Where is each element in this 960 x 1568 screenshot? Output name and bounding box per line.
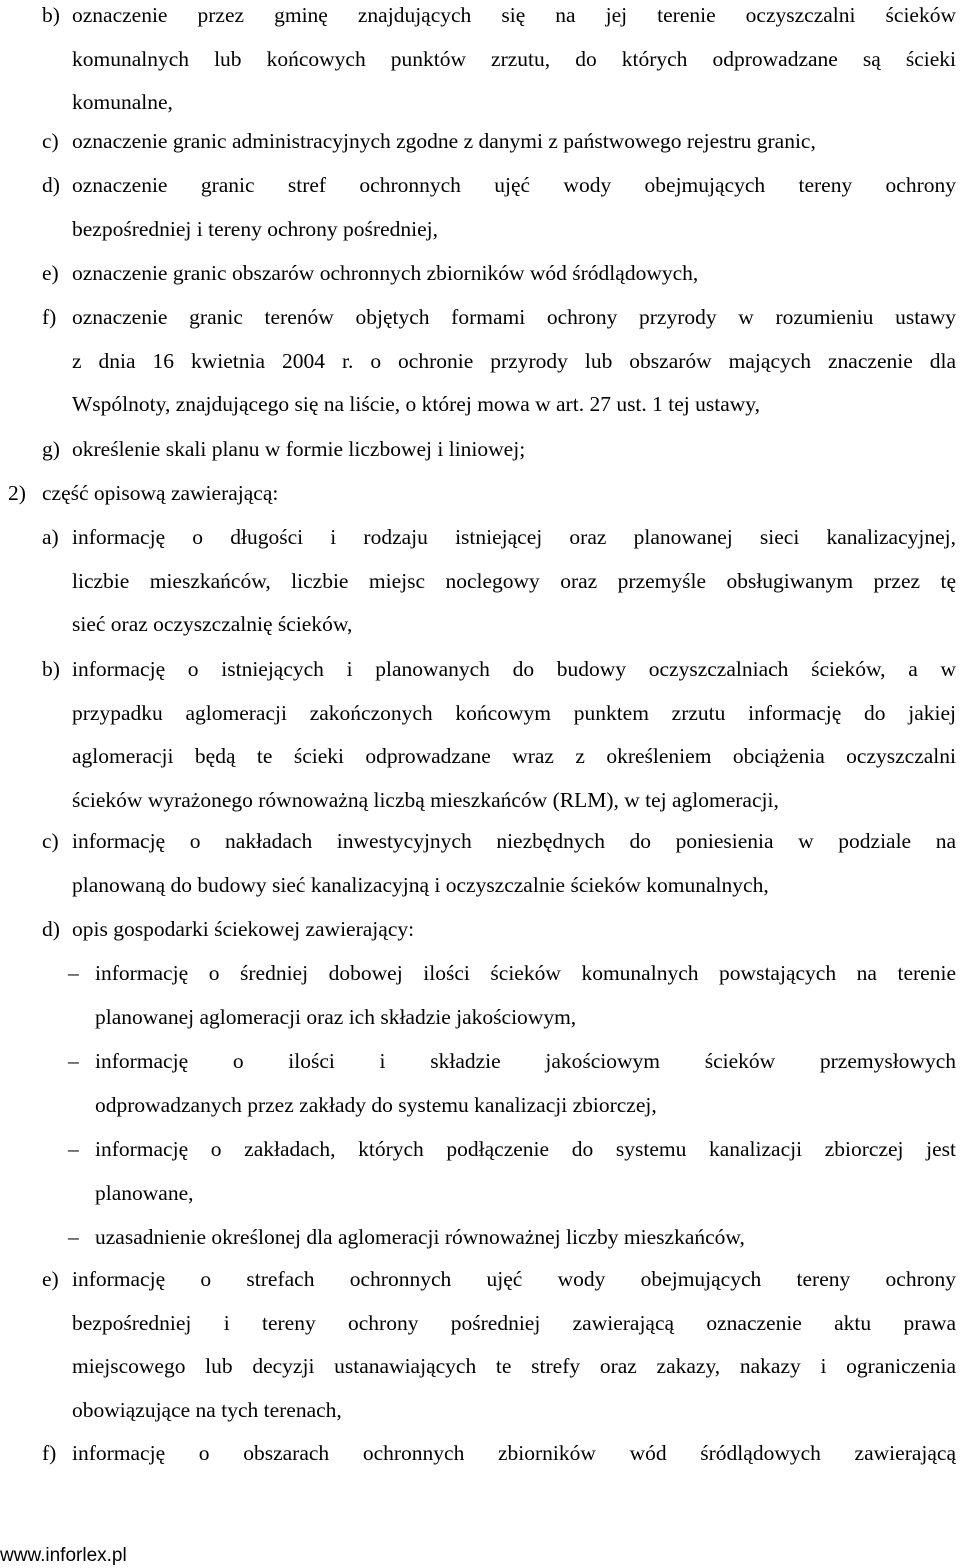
text-line bbox=[0, 958, 960, 988]
list-item-text: informację o nakładach inwestycyjnych niezbędnych do poniesienia w podziale na bbox=[72, 829, 956, 853]
list-item-text: komunalne, bbox=[72, 90, 173, 114]
list-item-text: Wspólnoty, znajdującego się na liście, o której mowa w art. 27 ust. 1 tej ustawy, bbox=[72, 392, 761, 416]
text-line bbox=[0, 1134, 960, 1164]
text-line bbox=[0, 214, 960, 244]
list-item-text: określenie skali planu w formie liczbowej i liniowej; bbox=[72, 437, 526, 461]
list-item-text: informację o obszarach ochronnych zbiorników wód śródlądowych zawierającą bbox=[72, 1441, 956, 1465]
list-marker: 2) bbox=[8, 481, 26, 505]
list-item-text: informację o strefach ochronnych ujęć wody obejmujących tereny ochrony bbox=[72, 1267, 956, 1291]
list-item-text: obowiązujące na tych terenach, bbox=[72, 1398, 342, 1422]
list-marker: c) bbox=[42, 129, 59, 153]
list-marker: b) bbox=[42, 3, 60, 27]
list-item-text: informację o istniejących i planowanych do budowy oczyszczalniach ścieków, a w bbox=[72, 657, 956, 681]
footer-url: www.inforlex.pl bbox=[0, 1545, 127, 1566]
text-line bbox=[0, 126, 960, 156]
list-item-text: oznaczenie granic administracyjnych zgodne z danymi z państwowego rejestru granic, bbox=[72, 129, 816, 153]
text-line bbox=[0, 1178, 960, 1208]
list-item-text: część opisową zawierającą: bbox=[42, 481, 279, 505]
text-line bbox=[0, 566, 960, 596]
text-line bbox=[0, 258, 960, 288]
list-item-text: planowanej aglomeracji oraz ich składzie jakościowym, bbox=[95, 1005, 577, 1029]
list-marker: g) bbox=[42, 437, 60, 461]
list-item-text: planowane, bbox=[95, 1181, 194, 1205]
text-line bbox=[0, 914, 960, 944]
text-line bbox=[0, 1351, 960, 1381]
text-line bbox=[0, 1308, 960, 1338]
list-item-text: z dnia 16 kwietnia 2004 r. o ochronie przyrody lub obszarów mających znaczenie dla bbox=[72, 349, 956, 373]
list-marker: d) bbox=[42, 917, 60, 941]
list-marker: e) bbox=[42, 1267, 59, 1291]
text-line bbox=[0, 1395, 960, 1425]
text-line bbox=[0, 522, 960, 552]
list-item-text: bezpośredniej i tereny ochrony pośredniej, bbox=[72, 217, 438, 241]
text-line bbox=[0, 1002, 960, 1032]
list-item-text: oznaczenie granic stref ochronnych ujęć wody obejmujących tereny ochrony bbox=[72, 173, 956, 197]
text-line bbox=[0, 0, 960, 30]
text-line bbox=[0, 389, 960, 419]
text-line bbox=[0, 1090, 960, 1120]
text-line bbox=[0, 44, 960, 74]
list-item-text: sieć oraz oczyszczalnię ścieków, bbox=[72, 612, 353, 636]
text-line bbox=[0, 698, 960, 728]
text-line bbox=[0, 826, 960, 856]
list-marker: e) bbox=[42, 261, 59, 285]
text-line bbox=[0, 1046, 960, 1076]
list-marker: d) bbox=[42, 173, 60, 197]
text-line bbox=[0, 302, 960, 332]
text-line bbox=[0, 609, 960, 639]
list-item-text: miejscowego lub decyzji ustanawiających te strefy oraz zakazy, nakazy i ograniczenia bbox=[72, 1354, 956, 1378]
list-item-text: informację o ilości i składzie jakościowym ścieków przemysłowych bbox=[95, 1049, 956, 1073]
list-marker: – bbox=[68, 1049, 79, 1073]
list-item-text: przypadku aglomeracji zakończonych końcowym punktem zrzutu informację do jakiej bbox=[72, 701, 956, 725]
list-marker: – bbox=[68, 961, 79, 985]
list-item-text: informację o średniej dobowej ilości ścieków komunalnych powstających na terenie bbox=[95, 961, 956, 985]
text-line bbox=[0, 654, 960, 684]
text-line bbox=[0, 1438, 960, 1468]
text-line bbox=[0, 741, 960, 771]
list-item-text: opis gospodarki ściekowej zawierający: bbox=[72, 917, 415, 941]
text-line bbox=[0, 1222, 960, 1252]
text-line bbox=[0, 478, 960, 508]
list-item-text: oznaczenie przez gminę znajdujących się na jej terenie oczyszczalni ścieków bbox=[72, 3, 956, 27]
list-item-text: komunalnych lub końcowych punktów zrzutu, do których odprowadzane są ścieki bbox=[72, 47, 956, 71]
text-line bbox=[0, 434, 960, 464]
list-item-text: oznaczenie granic obszarów ochronnych zbiorników wód śródlądowych, bbox=[72, 261, 699, 285]
list-item-text: planowaną do budowy sieć kanalizacyjną i oczyszczalnie ścieków komunalnych, bbox=[72, 873, 769, 897]
list-marker: c) bbox=[42, 829, 59, 853]
text-line bbox=[0, 785, 960, 815]
text-line bbox=[0, 170, 960, 200]
text-line bbox=[0, 87, 960, 117]
list-item-text: oznaczenie granic terenów objętych formami ochrony przyrody w rozumieniu ustawy bbox=[72, 305, 956, 329]
list-marker: – bbox=[68, 1137, 79, 1161]
list-marker: b) bbox=[42, 657, 60, 681]
list-item-text: informację o zakładach, których podłączenie do systemu kanalizacji zbiorczej jest bbox=[95, 1137, 956, 1161]
list-marker: f) bbox=[42, 1441, 57, 1465]
text-line bbox=[0, 346, 960, 376]
list-item-text: odprowadzanych przez zakłady do systemu kanalizacji zbiorczej, bbox=[95, 1093, 657, 1117]
list-marker: – bbox=[68, 1225, 79, 1249]
text-line bbox=[0, 1264, 960, 1294]
list-marker: a) bbox=[42, 525, 59, 549]
text-line bbox=[0, 870, 960, 900]
list-item-text: aglomeracji będą te ścieki odprowadzane wraz z określeniem obciążenia oczyszczalni bbox=[72, 744, 956, 768]
list-marker: f) bbox=[42, 305, 57, 329]
list-item-text: bezpośredniej i tereny ochrony pośredniej zawierającą oznaczenie aktu prawa bbox=[72, 1311, 956, 1335]
list-item-text: informację o długości i rodzaju istniejącej oraz planowanej sieci kanalizacyjnej, bbox=[72, 525, 956, 549]
list-item-text: uzasadnienie określonej dla aglomeracji równoważnej liczby mieszkańców, bbox=[95, 1225, 745, 1249]
list-item-text: ścieków wyrażonego równoważną liczbą mieszkańców (RLM), w tej aglomeracji, bbox=[72, 788, 779, 812]
list-item-text: liczbie mieszkańców, liczbie miejsc noclegowy oraz przemyśle obsługiwanym przez tę bbox=[72, 569, 956, 593]
